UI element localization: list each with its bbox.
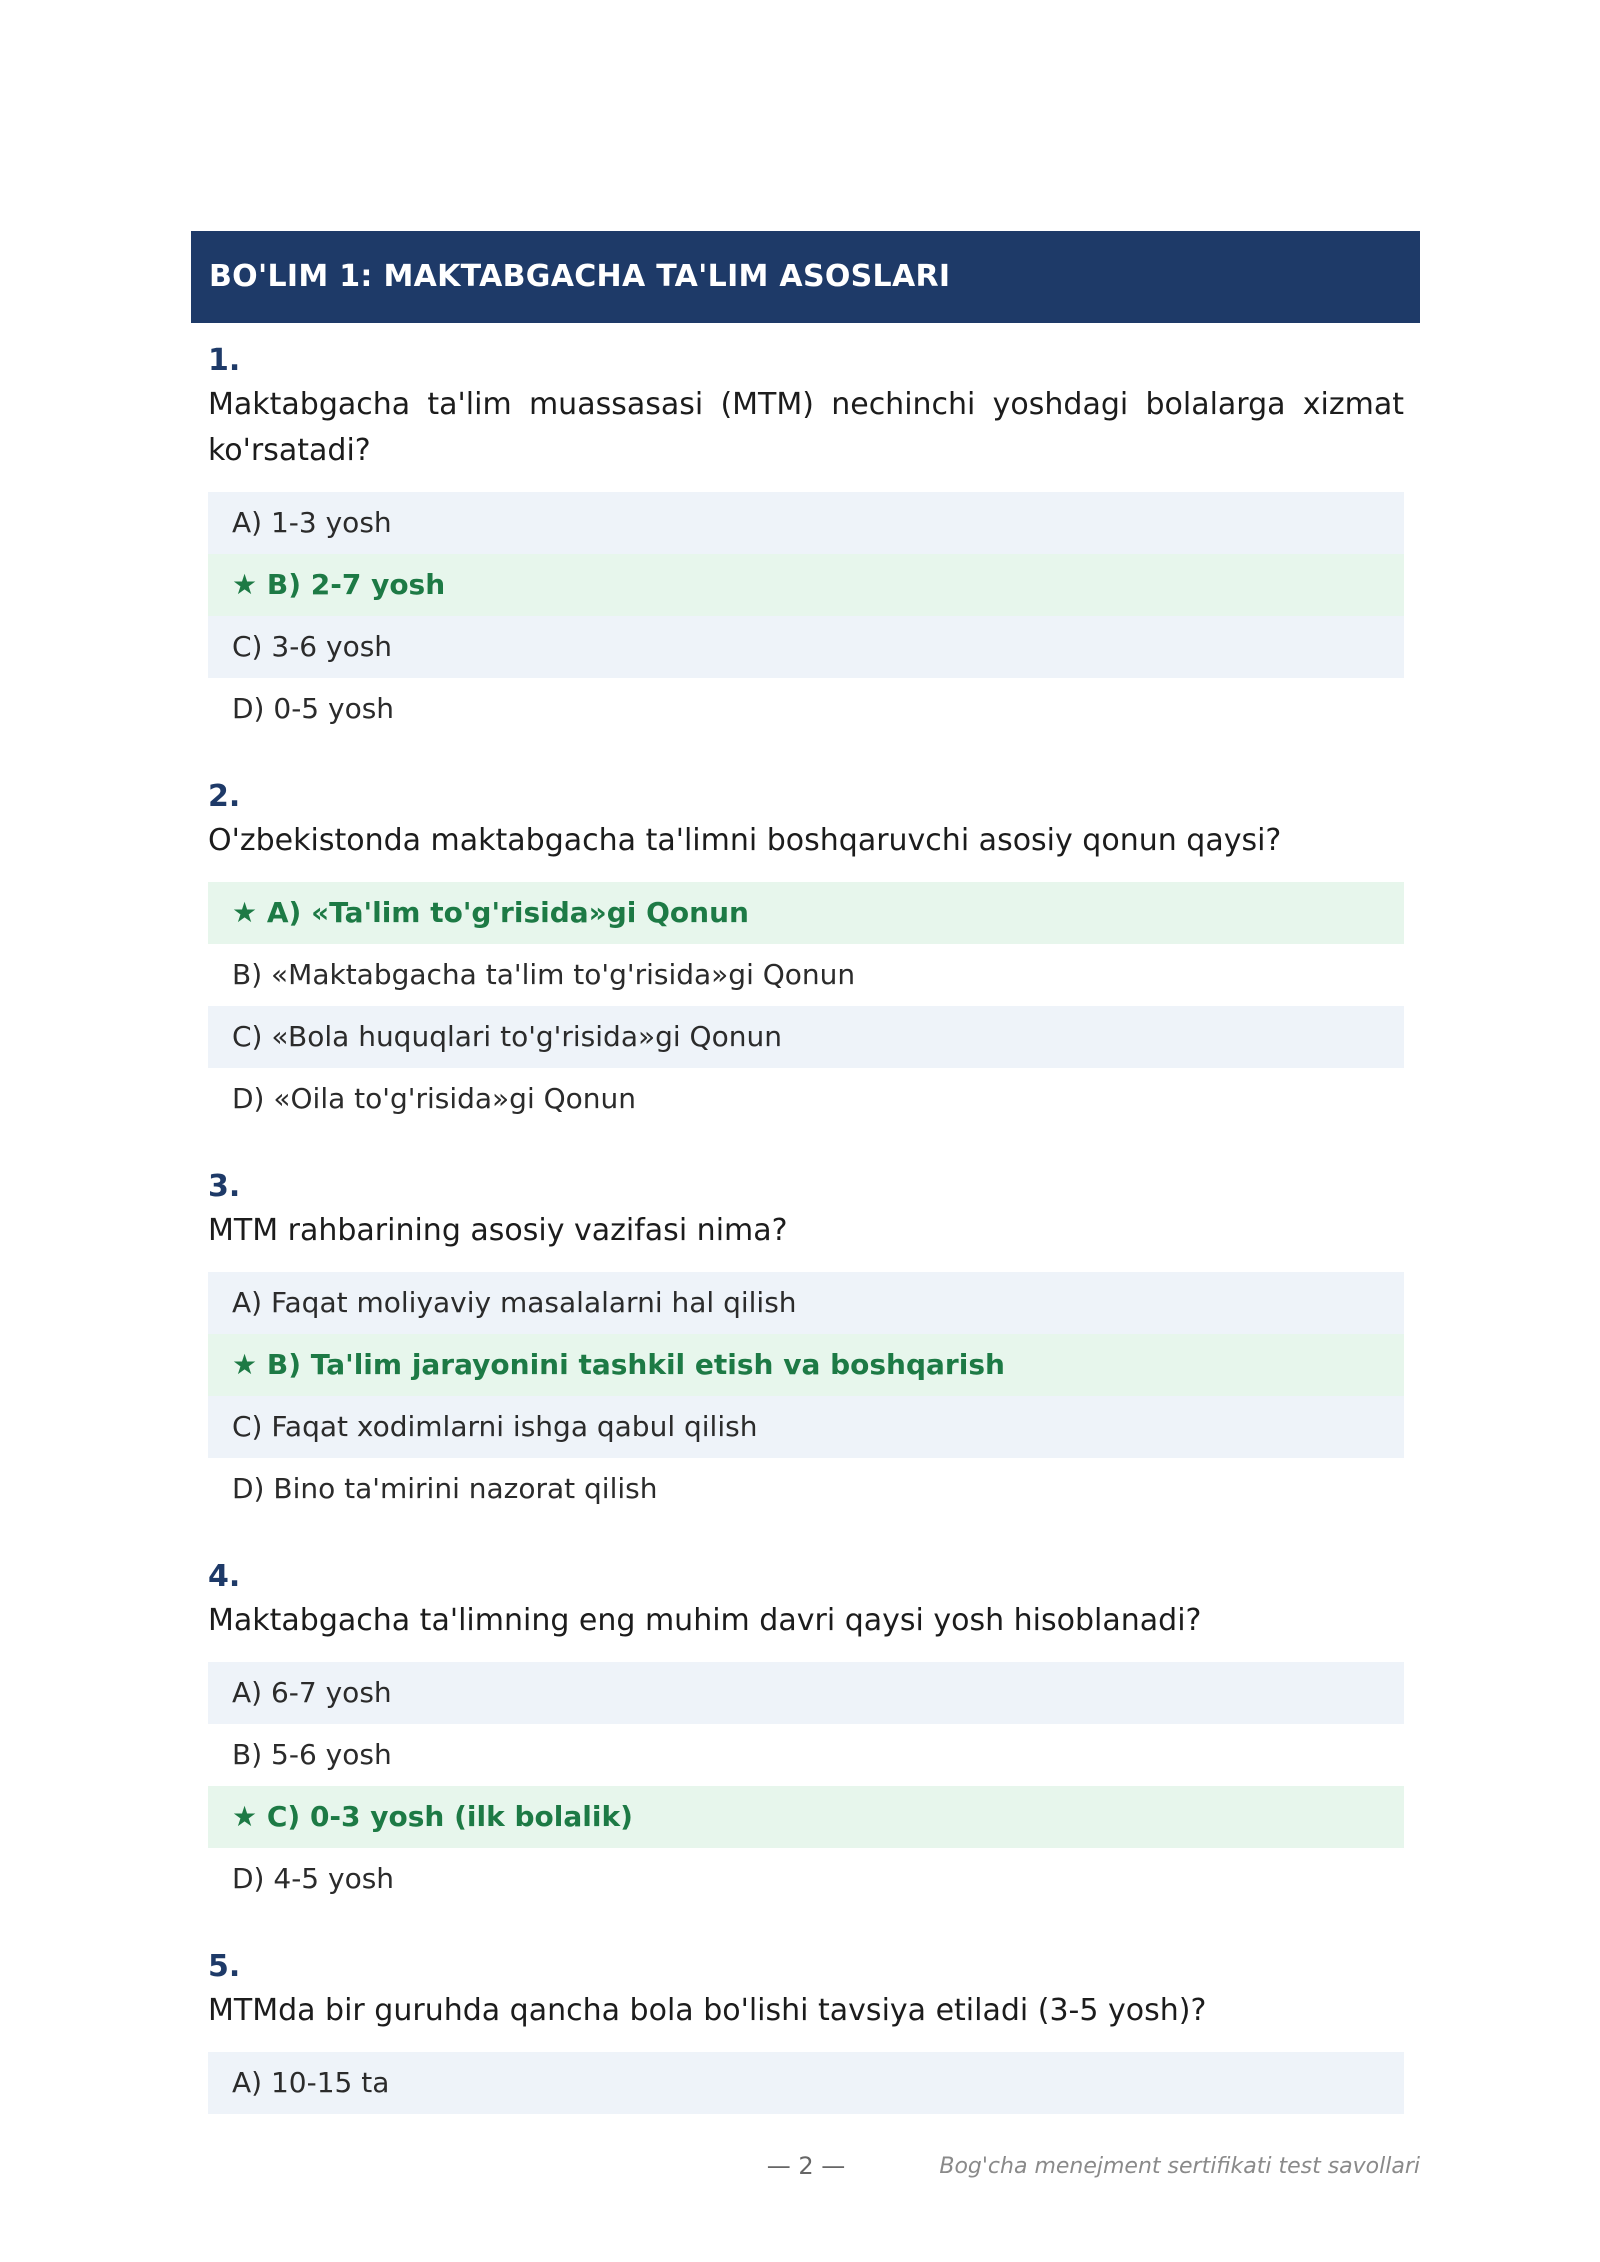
option-b-correct: ★ B) Ta'lim jarayonini tashkil etish va boshqarish (208, 1334, 1404, 1396)
option-d: D) 4-5 yosh (208, 1848, 1404, 1910)
question-text: Maktabgacha ta'limning eng muhim davri qaysi yosh hisoblanadi? (208, 1603, 1202, 1638)
section-title: BO'LIM 1: MAKTABGACHA TA'LIM ASOSLARI (209, 259, 951, 294)
page-number: — 2 — (766, 2152, 846, 2180)
option-d: D) Bino ta'mirini nazorat qilish (208, 1458, 1404, 1520)
option-a: A) Faqat moliyaviy masalalarni hal qilish (208, 1272, 1404, 1334)
question-text: Maktabgacha ta'lim muassasasi (MTM) nechinchi yoshdagi bolalarga xizmat ko'rsatadi? (208, 387, 1404, 468)
option-b: B) 5-6 yosh (208, 1724, 1404, 1786)
option-c: C) Faqat xodimlarni ishga qabul qilish (208, 1396, 1404, 1458)
footer-title: Bog'cha menejment sertifikati test savollari (939, 2154, 1420, 2179)
question-number: 1. (208, 343, 241, 378)
option-b-correct: ★ B) 2-7 yosh (208, 554, 1404, 616)
question-number: 2. (208, 779, 241, 814)
option-d: D) 0-5 yosh (208, 678, 1404, 740)
option-d: D) «Oila to'g'risida»gi Qonun (208, 1068, 1404, 1130)
question-number: 4. (208, 1559, 241, 1594)
question-number: 3. (208, 1169, 241, 1204)
option-c-correct: ★ C) 0-3 yosh (ilk bolalik) (208, 1786, 1404, 1848)
section-header (191, 231, 1420, 323)
option-a: A) 10-15 ta (208, 2052, 1404, 2114)
question-text: MTMda bir guruhda qancha bola bo'lishi tavsiya etiladi (3-5 yosh)? (208, 1993, 1207, 2028)
option-c: C) 3-6 yosh (208, 616, 1404, 678)
option-a-correct: ★ A) «Ta'lim to'g'risida»gi Qonun (208, 882, 1404, 944)
option-c: C) «Bola huquqlari to'g'risida»gi Qonun (208, 1006, 1404, 1068)
question-5 (208, 1946, 1404, 2114)
question-text: O'zbekistonda maktabgacha ta'limni boshqaruvchi asosiy qonun qaysi? (208, 823, 1282, 858)
option-a: A) 1-3 yosh (208, 492, 1404, 554)
question-text: MTM rahbarining asosiy vazifasi nima? (208, 1213, 788, 1248)
question-number: 5. (208, 1949, 241, 1984)
question-3 (208, 1166, 1404, 1520)
question-list (208, 340, 1404, 2150)
option-b: B) «Maktabgacha ta'lim to'g'risida»gi Qonun (208, 944, 1404, 1006)
question-4 (208, 1556, 1404, 1910)
option-a: A) 6-7 yosh (208, 1662, 1404, 1724)
question-1 (208, 340, 1404, 740)
question-2 (208, 776, 1404, 1130)
